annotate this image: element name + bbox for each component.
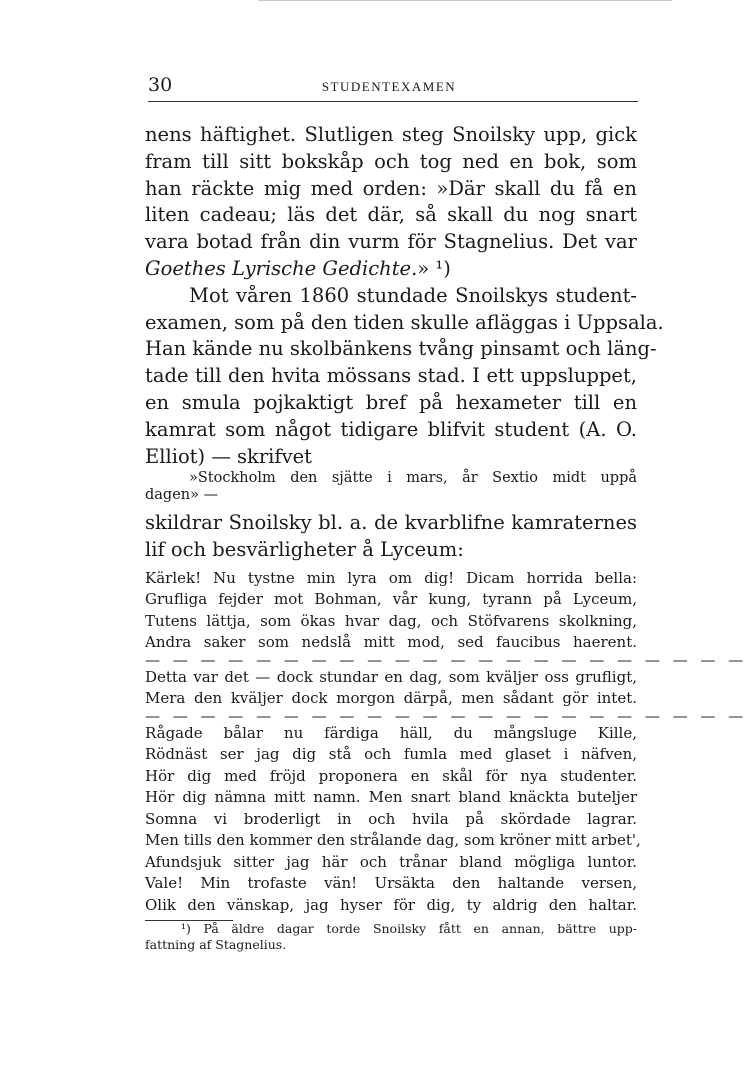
running-head: STUDENTEXAMEN — [321, 79, 457, 94]
text-line: Mot våren 1860 stundade Snoilskys student- — [189, 283, 637, 307]
text-line: kamrat som något tidigare blifvit student (A. O. — [145, 417, 637, 441]
footnote-ref: » ¹) — [417, 256, 451, 280]
text-line: vara botad från din vurm för Stagnelius. Det var — [145, 230, 637, 254]
page-body — [145, 122, 747, 953]
quote-line: dagen» — — [145, 487, 219, 504]
verse-line: Andra saker som nedslå mitt mod, sed faucibus haerent. — [145, 633, 637, 652]
verse-line: Rödnäst ser jag dig stå och fumla med glaset i näfven, — [145, 745, 637, 764]
header-rule — [148, 101, 638, 102]
verse-line: Tutens lättja, som ökas hvar dag, och Stöfvarens skolkning, — [145, 611, 637, 630]
book-title: Goethes Lyrische Gedichte. — [145, 256, 418, 280]
text-line: tade till den hvita mössans stad. I ett uppsluppet, — [145, 364, 637, 388]
text-line: nens häftighet. Slutligen steg Snoilsky upp, gick — [145, 123, 637, 146]
text-line: liten cadeau; läs det där, så skall du nog snart — [145, 203, 637, 227]
paragraph-2 — [145, 283, 664, 471]
verse-line: Olik den vänskap, jag hyser för dig, ty aldrig den haltar. — [145, 895, 637, 914]
dash-separator: — — — — — — — — — — — — — — — — — — — — — — — [145, 650, 747, 669]
dash-separator: — — — — — — — — — — — — — — — — — — — — — — — [145, 706, 747, 725]
verse-line: Hör dig med fröjd proponera en skål för nya studenter. — [145, 766, 637, 785]
text-line: han räckte mig med orden: »Där skall du få en — [145, 176, 637, 200]
page-number: 30 — [148, 74, 173, 96]
block-quote — [145, 470, 637, 504]
text-line: Elliot) — skrifvet — [145, 444, 313, 468]
verse-line: Rågade bålar nu färdiga häll, du mångsluge Kille, — [145, 723, 637, 742]
paragraph-1 — [145, 122, 637, 283]
footnote-line: fattning af Stagnelius. — [145, 937, 287, 953]
verse-line: Mera den kväljer dock morgon därpå, men sådant gör intet. — [145, 689, 637, 708]
footnote-line: ¹) På äldre dagar torde Snoilsky fått en annan, bättre upp- — [181, 921, 637, 937]
quote-line: »Stockholm den sjätte i mars, år Sextio midt uppå — [189, 470, 637, 487]
text-line: examen, som på den tiden skulle afläggas i Uppsala. — [145, 310, 664, 334]
top-edge-line — [258, 0, 672, 1]
text-line: Han kände nu skolbänkens tvång pinsamt och läng- — [145, 337, 657, 361]
verse-line: Somna vi broderligt in och hvila på skördade lagrar. — [145, 809, 637, 828]
text-line — [145, 256, 637, 283]
footnote — [145, 921, 637, 953]
paragraph-3 — [145, 510, 637, 564]
verse-line: Kärlek! Nu tystne min lyra om dig! Dicam horrida bella: — [145, 568, 637, 587]
text-line: skildrar Snoilsky bl. a. de kvarblifne kamraternes — [145, 511, 637, 535]
text-line: lif och besvärligheter å Lyceum: — [145, 538, 464, 562]
text-line: fram till sitt bokskåp och tog ned en bok, som — [145, 149, 637, 173]
page-header — [142, 74, 636, 98]
verse-line: Detta var det — dock stundar en dag, som kväljer oss grufligt, — [145, 667, 637, 686]
text-line: en smula pojkaktigt bref på hexameter till en — [145, 390, 637, 414]
verse-line: Grufliga fejder mot Bohman, vår kung, tyrann på Lyceum, — [145, 590, 637, 609]
verse-line: Afundsjuk sitter jag här och trånar bland mögliga luntor. — [145, 852, 637, 871]
verse-line: Men tills den kommer den strålande dag, som kröner mitt arbet', — [145, 831, 641, 850]
verse-line: Vale! Min trofaste vän! Ursäkta den haltande versen, — [145, 874, 637, 893]
verse-block — [145, 568, 747, 917]
verse-line: Hör dig nämna mitt namn. Men snart bland knäckta buteljer — [145, 788, 637, 807]
